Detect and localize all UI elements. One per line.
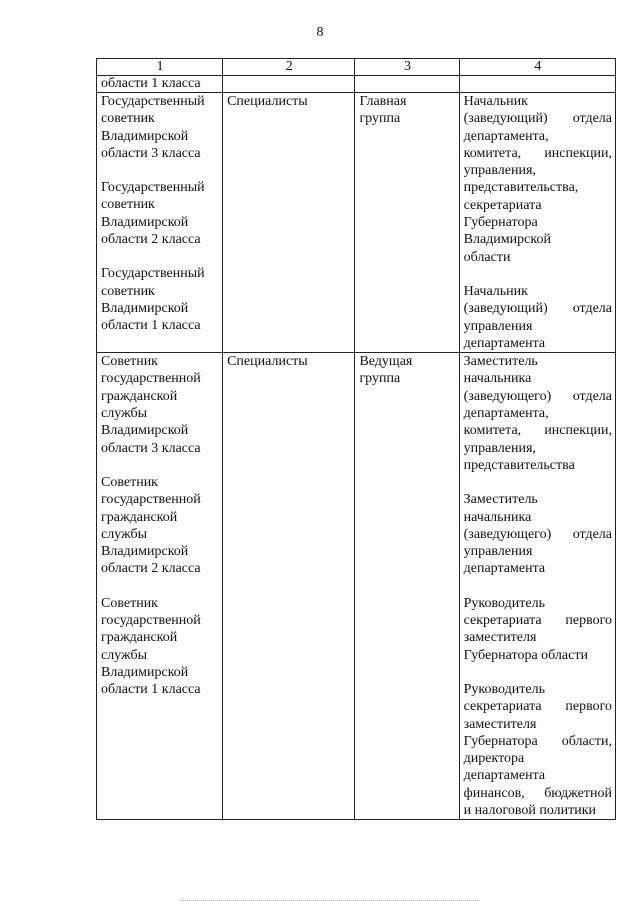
rank-cell [97, 353, 223, 820]
cell-line: Советник [101, 474, 158, 490]
cell-line: государственной [101, 492, 201, 508]
continuation-row [97, 76, 616, 93]
cell-line: комитета, инспекции, [463, 145, 612, 161]
group-cell [355, 93, 459, 353]
cell-line: Государственный [101, 180, 205, 196]
cell-line: департамента, [463, 406, 549, 422]
cell-line: управления [463, 318, 533, 334]
cell-line: финансов, бюджетной [463, 785, 612, 801]
category-cell: Специалисты [223, 93, 355, 353]
cell-line: секретариата первого [463, 613, 612, 629]
cell-line: области 2 класса [101, 232, 201, 248]
cell-line: Владимирской [101, 423, 189, 439]
cell-line: Губернатора области, [463, 733, 612, 749]
cell-line: представительства [463, 457, 575, 473]
cell-line: департамента [463, 335, 546, 351]
positions-cell [459, 353, 615, 820]
cell-line: заместителя [463, 630, 537, 646]
positions-cell [459, 93, 615, 353]
cell-line: области 3 класса [101, 145, 201, 161]
header-col-4: 4 [459, 59, 615, 76]
category-cell: Специалисты [223, 353, 355, 820]
cell-line: Государственный [101, 266, 205, 282]
cell-line: службы [101, 406, 148, 422]
cell-line: управления [463, 544, 533, 560]
cell-line: Государственный [101, 94, 205, 109]
table-row-leading-group [97, 353, 616, 820]
cell-line: департамента, [463, 128, 549, 144]
cell-line: Заместитель [463, 354, 538, 370]
cell-line: Владимирской [463, 232, 551, 248]
cell-line: Советник [101, 354, 158, 370]
cell-line: Ведущая [359, 354, 413, 370]
cell-line: области [463, 249, 511, 265]
continuation-cell: области 1 класса [97, 76, 223, 93]
cell-line: директора [463, 751, 525, 767]
scan-artifact-rule [180, 900, 480, 902]
cell-line: государственной [101, 371, 201, 387]
cell-line: секретариата первого [463, 699, 612, 715]
cell-line: департамента [463, 768, 546, 784]
cell-line: управления, [463, 163, 536, 179]
cell-line: Заместитель [463, 492, 538, 508]
paragraph-gap [464, 266, 612, 283]
cell-line: области 2 класса [101, 561, 201, 577]
cell-line: Начальник [463, 283, 528, 299]
cell-line: Владимирской [101, 128, 189, 144]
cell-line: группа [359, 111, 401, 127]
cell-line: (заведующего) отдела [463, 388, 612, 404]
cell-line: начальника [463, 509, 532, 525]
cell-line: и налоговой политики [463, 802, 597, 818]
cell-line: Начальник [463, 94, 528, 109]
paragraph-gap [101, 248, 219, 265]
rank-cell [97, 93, 223, 353]
header-col-2: 2 [223, 59, 355, 76]
cell-line: службы [101, 647, 148, 663]
paragraph-gap [464, 578, 612, 595]
cell-line: Главная [359, 94, 407, 109]
cell-line: начальника [463, 371, 532, 387]
cell-line: советник [101, 197, 155, 213]
cell-line: (заведующего) отдела [463, 526, 612, 542]
paragraph-gap [101, 162, 219, 179]
group-cell [355, 353, 459, 820]
cell-line: департамента [463, 561, 546, 577]
cell-line: комитета, инспекции, [463, 423, 612, 439]
cell-line: Советник [101, 595, 158, 611]
cell-line: Владимирской [101, 300, 189, 316]
cell-line: советник [101, 111, 155, 127]
cell-line: гражданской [101, 630, 178, 646]
cell-line: секретариата [463, 197, 542, 213]
cell-line: управления, [463, 440, 536, 456]
cell-line: области 3 класса [101, 440, 201, 456]
cell-line: Губернатора [463, 215, 538, 231]
cell-line: советник [101, 283, 155, 299]
cell-line: области 1 класса [101, 682, 201, 698]
paragraph-gap [101, 578, 219, 595]
header-col-3: 3 [355, 59, 459, 76]
cell-line: (заведующий) отдела [463, 301, 612, 317]
cell-line: представительства, [463, 180, 579, 196]
cell-line: Владимирской [101, 214, 189, 230]
cell-line: гражданской [101, 509, 178, 525]
cell-line: группа [359, 371, 401, 387]
positions-table [96, 58, 616, 820]
paragraph-gap [464, 474, 612, 491]
page-number: 8 [316, 25, 324, 40]
table-row-chief-group [97, 93, 616, 353]
cell-line: государственной [101, 613, 201, 629]
cell-line: заместителя [463, 716, 537, 732]
paragraph-gap [101, 457, 219, 474]
cell-line: (заведующий) отдела [463, 111, 612, 127]
cell-line: Владимирской [101, 544, 189, 560]
cell-line: области 1 класса [101, 318, 201, 334]
cell-line: гражданской [101, 388, 178, 404]
table-header-row [97, 59, 616, 76]
cell-line: службы [101, 526, 148, 542]
header-col-1: 1 [97, 59, 223, 76]
paragraph-gap [464, 664, 612, 681]
cell-line: Руководитель [463, 595, 545, 611]
cell-line: Губернатора области [463, 647, 588, 663]
cell-line: Руководитель [463, 681, 545, 697]
cell-line: Владимирской [101, 664, 189, 680]
